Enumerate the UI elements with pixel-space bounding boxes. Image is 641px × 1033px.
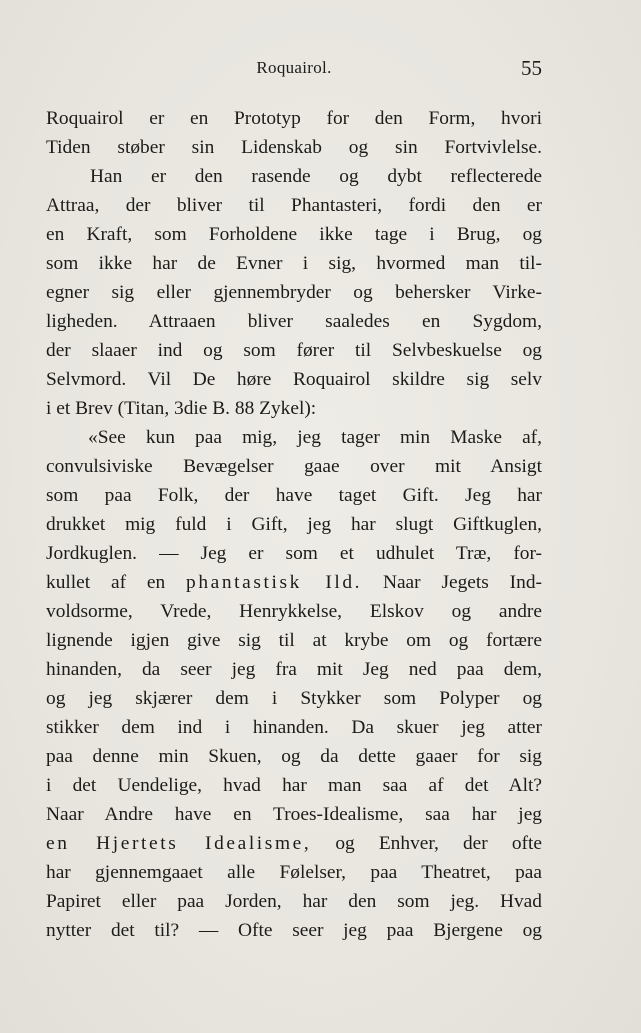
text-line: og jeg skjærer dem i Stykker som Polyper og bbox=[46, 688, 542, 709]
text-line: stikker dem ind i hinanden. Da skuer jeg atter bbox=[46, 717, 542, 738]
emphasized-text: en Hjertets Idealisme, bbox=[46, 833, 312, 854]
text-line: Han er den rasende og dybt reflecterede bbox=[90, 166, 542, 187]
emphasized-text: phantastisk Ild. bbox=[186, 572, 363, 593]
text-line: har gjennemgaaet alle Følelser, paa Theatret, paa bbox=[46, 862, 542, 883]
page-number: 55 bbox=[521, 56, 542, 80]
line-text-segment: Naar Jegets Ind- bbox=[362, 572, 542, 593]
text-line: egner sig eller gjennembryder og behersker Virke- bbox=[46, 282, 542, 303]
running-head bbox=[46, 56, 542, 84]
text-line: en Kraft, som Forholdene ikke tage i Brug, og bbox=[46, 224, 542, 245]
text-line: «See kun paa mig, jeg tager min Maske af, bbox=[88, 427, 542, 448]
text-line: drukket mig fuld i Gift, jeg har slugt Giftkuglen, bbox=[46, 514, 542, 535]
text-line bbox=[46, 829, 542, 858]
line-text-segment: og Enhver, der ofte bbox=[311, 833, 542, 854]
body-text bbox=[46, 104, 542, 945]
running-title: Roquairol. bbox=[256, 58, 332, 77]
text-line: lignende igjen give sig til at krybe om og fortære bbox=[46, 630, 542, 651]
text-line bbox=[46, 568, 542, 597]
text-line: Attraa, der bliver til Phantasteri, fordi den er bbox=[46, 195, 542, 216]
text-line: i et Brev (Titan, 3die B. 88 Zykel): bbox=[46, 398, 317, 419]
text-line: Jordkuglen. — Jeg er som et udhulet Træ, for- bbox=[46, 543, 542, 564]
text-line: voldsorme, Vrede, Henrykkelse, Elskov og andre bbox=[46, 601, 542, 622]
text-line: som ikke har de Evner i sig, hvormed man til- bbox=[46, 253, 542, 274]
text-line: convulsiviske Bevægelser gaae over mit Ansigt bbox=[46, 456, 542, 477]
text-line: Tiden støber sin Lidenskab og sin Fortvivlelse. bbox=[46, 137, 542, 158]
text-line: Naar Andre have en Troes-Idealisme, saa har jeg bbox=[46, 804, 542, 825]
text-line: nytter det til? — Ofte seer jeg paa Bjergene og bbox=[46, 920, 542, 941]
text-line: som paa Folk, der have taget Gift. Jeg har bbox=[46, 485, 542, 506]
text-line: Selvmord. Vil De høre Roquairol skildre sig selv bbox=[46, 369, 542, 390]
text-line: hinanden, da seer jeg fra mit Jeg ned paa dem, bbox=[46, 659, 542, 680]
text-line: Roquairol er en Prototyp for den Form, hvori bbox=[46, 108, 542, 129]
text-line: paa denne min Skuen, og da dette gaaer for sig bbox=[46, 746, 542, 767]
line-text-segment: kullet af en bbox=[46, 572, 187, 593]
text-line: der slaaer ind og som fører til Selvbeskuelse og bbox=[46, 340, 542, 361]
text-line: ligheden. Attraaen bliver saaledes en Sygdom, bbox=[46, 311, 542, 332]
text-line: i det Uendelige, hvad har man saa af det Alt? bbox=[46, 775, 542, 796]
text-line: Papiret eller paa Jorden, har den som jeg. Hvad bbox=[46, 891, 542, 912]
